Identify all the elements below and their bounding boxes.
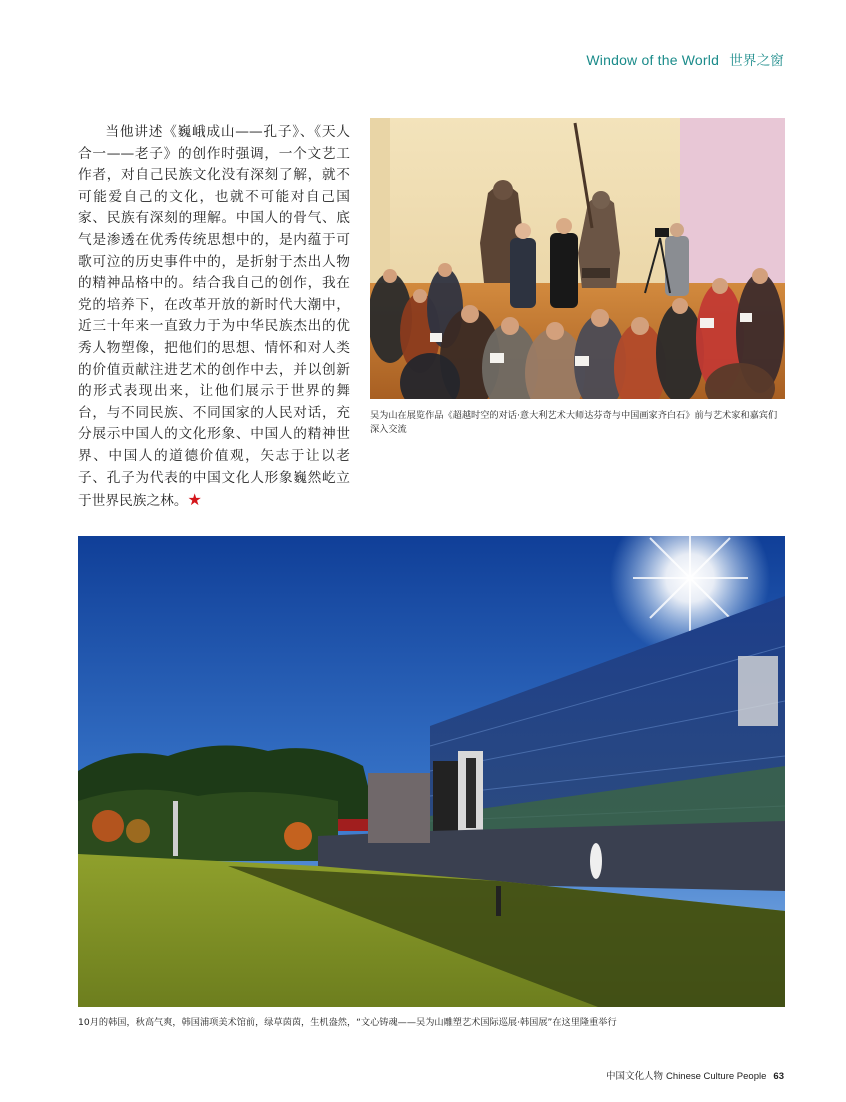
page-footer	[606, 1068, 784, 1082]
article-body	[78, 122, 350, 513]
section-header	[586, 49, 784, 69]
museum-exterior-photo	[78, 536, 785, 1007]
magazine-name-en: Chinese Culture People	[666, 1071, 767, 1082]
article-paragraph: 当他讲述《巍峨成山——孔子》、《天人合一——老子》的创作时强调，一个文艺工作者，对自己民族文化没有深刻了解，就不可能爱自己的文化，也就不可能对自己国家、民族有深刻的理解。中国人的骨气、底气是渗透在优秀传统思想中的，是内蕴于可歌可泣的历史事件中的，是折射于杰出人物的精神品格中的。结合我自己的创作，我在党的培养下，在改革开放的新时代大潮中，近三十年来一直致力于为中华民族杰出的优秀人物塑像，把他们的思想、情怀和对人类的价值贡献注进艺术的创作中去，并以创新的形式表现出来，让他们展示于世界的舞台，与不同民族、不同国家的人民对话，充分展示中国人的文化形象、中国人的精神世界、中国人的道德价值观，矢志于让以老子、孔子为代表的中国文化人形象巍然屹立于世界民族之林。	[78, 124, 350, 510]
photo2-caption: 10月的韩国，秋高气爽，韩国浦项美术馆前，绿草茵茵，生机盎然，“文心铸魂——吴为山雕塑艺术国际巡展·韩国展”在这里隆重举行	[78, 1017, 617, 1028]
section-title-cn: 世界之窗	[729, 53, 784, 69]
magazine-name-cn: 中国文化人物	[606, 1071, 664, 1082]
gallery-discussion-photo	[370, 118, 785, 399]
end-star-icon: ★	[187, 490, 202, 510]
photo1-caption: 吴为山在展览作品《超越时空的对话·意大利艺术大师达芬奇与中国画家齐白石》前与艺术家和嘉宾们深入交流	[370, 410, 778, 435]
section-title-en: Window of the World	[586, 52, 720, 68]
page-number: 63	[773, 1071, 784, 1082]
